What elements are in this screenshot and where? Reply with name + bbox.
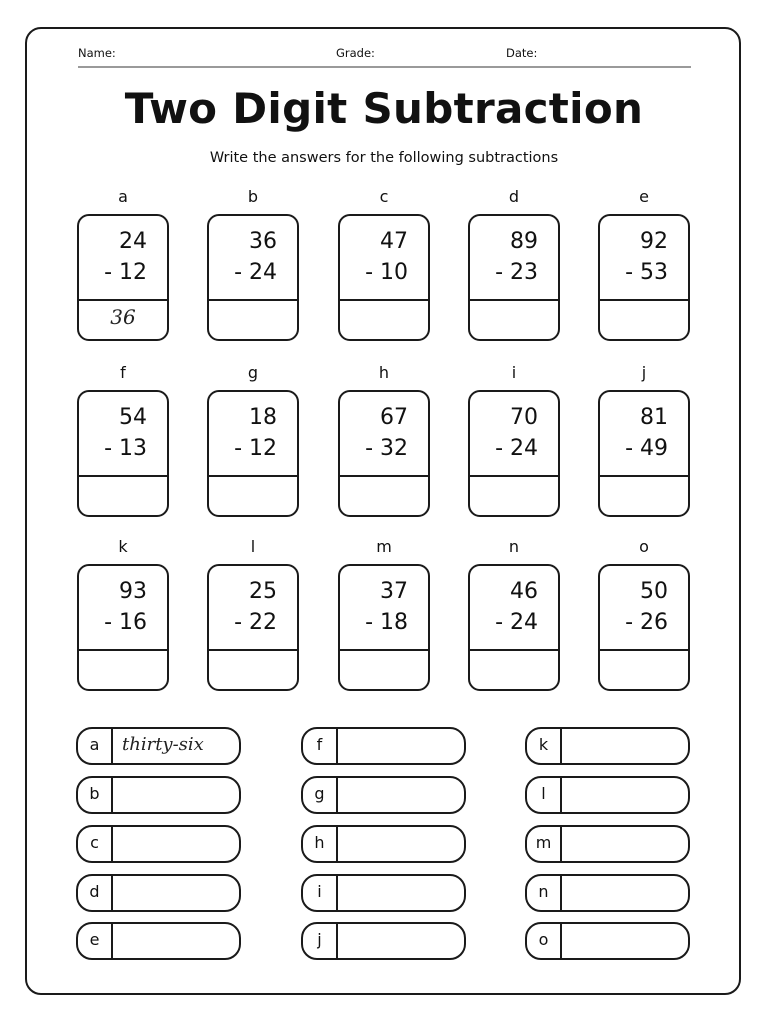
word-answer-row [525, 874, 690, 912]
subtrahend: - 12 [234, 436, 277, 461]
answer-line [600, 299, 688, 301]
word-answer-row [301, 874, 466, 912]
answer-line [79, 649, 167, 651]
problem-box [468, 214, 560, 341]
word-answer-row [525, 776, 690, 814]
word-answer-row [301, 922, 466, 960]
minuend: 37 [380, 579, 408, 604]
problem-label: j [641, 363, 647, 382]
word-answer-label: c [78, 827, 113, 861]
grade-label: Grade: [336, 46, 375, 60]
minuend: 47 [380, 229, 408, 254]
word-answer-row [76, 776, 241, 814]
word-answer-row [525, 922, 690, 960]
answer-line [79, 299, 167, 301]
word-answer-label: h [303, 827, 338, 861]
word-answer-row [76, 825, 241, 863]
instructions: Write the answers for the following subtractions [209, 150, 559, 166]
word-answer-field[interactable] [122, 827, 231, 861]
subtrahend: - 23 [495, 260, 538, 285]
subtrahend: - 24 [495, 436, 538, 461]
problem-box [338, 214, 430, 341]
minuend: 93 [119, 579, 147, 604]
subtrahend: - 53 [625, 260, 668, 285]
minuend: 25 [249, 579, 277, 604]
word-answer-row [525, 825, 690, 863]
problem-label: e [639, 187, 649, 206]
answer-line [209, 299, 297, 301]
minuend: 70 [510, 405, 538, 430]
word-answer-field[interactable] [122, 924, 231, 958]
word-answer-field[interactable] [571, 778, 680, 812]
problem-box [598, 564, 690, 691]
minuend: 18 [249, 405, 277, 430]
word-answer-field[interactable] [347, 924, 456, 958]
word-answer-field[interactable] [571, 924, 680, 958]
word-answer-row [301, 825, 466, 863]
subtrahend: - 22 [234, 610, 277, 635]
word-answer-row [525, 727, 690, 765]
word-answer-label: a [78, 729, 113, 763]
word-answer-label: f [303, 729, 338, 763]
minuend: 24 [119, 229, 147, 254]
problem-label: o [639, 537, 649, 556]
answer-line [470, 299, 558, 301]
answer-line [600, 649, 688, 651]
answer-line [209, 475, 297, 477]
word-answer-row [301, 776, 466, 814]
word-answer-label: k [527, 729, 562, 763]
word-answer-label: i [303, 876, 338, 910]
minuend: 54 [119, 405, 147, 430]
problem-label: k [118, 537, 128, 556]
minuend: 46 [510, 579, 538, 604]
word-answer-field[interactable] [347, 876, 456, 910]
answer-line [340, 649, 428, 651]
word-answer-label: j [303, 924, 338, 958]
minuend: 36 [249, 229, 277, 254]
problem-box [77, 390, 169, 517]
word-answer-label: o [527, 924, 562, 958]
word-answer-row [301, 727, 466, 765]
word-answer-field[interactable] [571, 876, 680, 910]
subtrahend: - 12 [104, 260, 147, 285]
problem-label: c [379, 187, 389, 206]
word-answer-label: e [78, 924, 113, 958]
subtrahend: - 16 [104, 610, 147, 635]
answer-line [340, 475, 428, 477]
minuend: 50 [640, 579, 668, 604]
problem-label: i [511, 363, 517, 382]
word-answer-label: n [527, 876, 562, 910]
problem-box [207, 214, 299, 341]
answer-line [470, 649, 558, 651]
problem-box [468, 564, 560, 691]
problem-box [77, 214, 169, 341]
name-label: Name: [78, 46, 116, 60]
word-answer-label: m [527, 827, 562, 861]
subtrahend: - 13 [104, 436, 147, 461]
word-answer-field[interactable] [347, 729, 456, 763]
answer-line [470, 475, 558, 477]
answer-line [600, 475, 688, 477]
subtrahend: - 26 [625, 610, 668, 635]
word-answer-label: b [78, 778, 113, 812]
word-answer-field[interactable] [122, 778, 231, 812]
word-answer-field[interactable]: thirty-six [122, 734, 204, 755]
word-answer-field[interactable] [347, 827, 456, 861]
problem-box [598, 214, 690, 341]
word-answer-field[interactable] [571, 827, 680, 861]
answer-line [340, 299, 428, 301]
answer-line [79, 475, 167, 477]
problem-label: f [120, 363, 126, 382]
header-line [78, 44, 691, 68]
problem-box [207, 390, 299, 517]
minuend: 67 [380, 405, 408, 430]
minuend: 81 [640, 405, 668, 430]
problem-label: b [247, 187, 259, 206]
problem-box [207, 564, 299, 691]
minuend: 89 [510, 229, 538, 254]
word-answer-row [76, 874, 241, 912]
word-answer-label: d [78, 876, 113, 910]
answer-line [209, 649, 297, 651]
problem-box [468, 390, 560, 517]
word-answer-label: g [303, 778, 338, 812]
subtrahend: - 10 [365, 260, 408, 285]
word-answer-field[interactable] [347, 778, 456, 812]
problem-label: m [376, 537, 392, 556]
word-answer-row [76, 922, 241, 960]
subtrahend: - 18 [365, 610, 408, 635]
page-title: Two Digit Subtraction [124, 84, 644, 133]
problem-label: n [508, 537, 520, 556]
subtrahend: - 24 [234, 260, 277, 285]
problem-label: l [250, 537, 256, 556]
subtrahend: - 24 [495, 610, 538, 635]
word-answer-field[interactable] [571, 729, 680, 763]
word-answer-row [76, 727, 241, 765]
answer-field[interactable]: 36 [110, 305, 136, 329]
problem-box [77, 564, 169, 691]
problem-label: a [118, 187, 128, 206]
problem-label: h [378, 363, 390, 382]
word-answer-label: l [527, 778, 562, 812]
problem-box [338, 564, 430, 691]
problem-box [598, 390, 690, 517]
minuend: 92 [640, 229, 668, 254]
date-label: Date: [506, 46, 538, 60]
subtrahend: - 32 [365, 436, 408, 461]
subtrahend: - 49 [625, 436, 668, 461]
problem-box [338, 390, 430, 517]
problem-label: g [247, 363, 259, 382]
problem-label: d [508, 187, 520, 206]
word-answer-field[interactable] [122, 876, 231, 910]
